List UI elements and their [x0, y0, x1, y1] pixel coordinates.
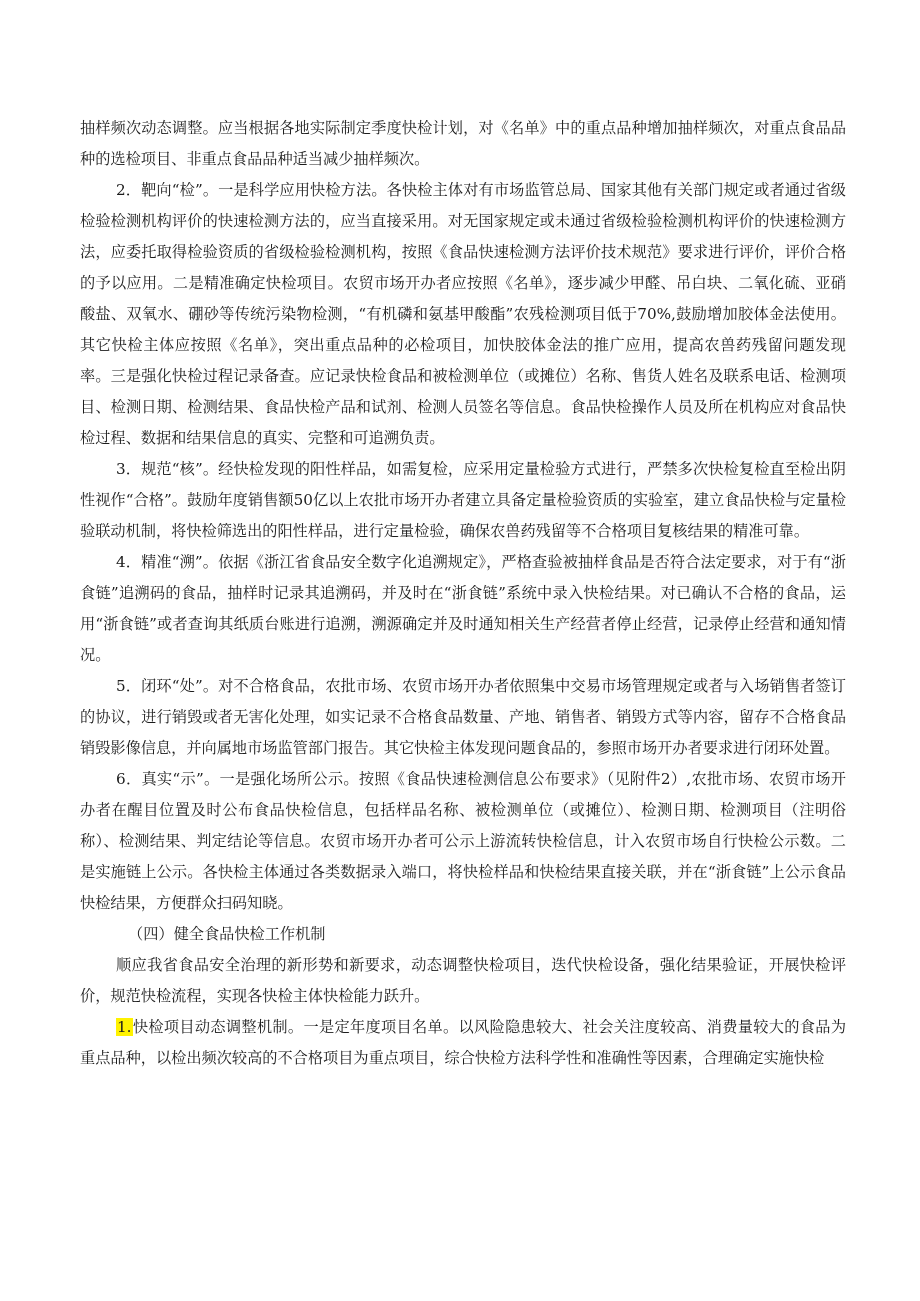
paragraph-dynamic-adjustment-text: 快检项目动态调整机制。一是定年度项目名单。以风险隐患较大、社会关注度较高、消费量较大的食品为重点品种，以检出频次较高的不合格项目为重点项目，综合快检方法科学性和准确性等因素，合理确定实施快检	[80, 1018, 846, 1067]
section-heading-mechanism: （四）健全食品快检工作机制	[128, 925, 326, 943]
paragraph-precise-traceability: 4．精准“溯”。依据《浙江省食品安全数字化追溯规定》，严格查验被抽样食品是否符合法定要求，对于有“浙食链”追溯码的食品，抽样时记录其追溯码，并及时在“浙食链”系统中录入快检结果。对已确认不合格的食品，运用“浙食链”或者查询其纸质台账进行追溯，溯源确定并及时通知相关生产经营者停止经营，记录停止经营和通知情况。	[80, 553, 846, 664]
document-body	[80, 113, 846, 1074]
paragraph-sampling-frequency: 抽样频次动态调整。应当根据各地实际制定季度快检计划，对《名单》中的重点品种增加抽样频次，对重点食品品种的选检项目、非重点食品品种适当减少抽样频次。	[80, 119, 846, 168]
paragraph-mechanism-intro: 顺应我省食品安全治理的新形势和新要求，动态调整快检项目，迭代快检设备，强化结果验证，开展快检评价，规范快检流程，实现各快检主体快检能力跃升。	[80, 956, 846, 1005]
paragraph-closed-loop-handling: 5．闭环“处”。对不合格食品，农批市场、农贸市场开办者依照集中交易市场管理规定或者与入场销售者签订的协议，进行销毁或者无害化处理，如实记录不合格食品数量、产地、销售者、销毁方式等内容，留存不合格食品销毁影像信息，并向属地市场监管部门报告。其它快检主体发现问题食品的，参照市场开办者要求进行闭环处置。	[80, 677, 846, 757]
paragraph-truthful-disclosure: 6．真实“示”。一是强化场所公示。按照《食品快速检测信息公布要求》（见附件2）,农批市场、农贸市场开办者在醒目位置及时公布食品快检信息，包括样品名称、被检测单位（或摊位）、检测日期、检测项目（注明俗称）、检测结果、判定结论等信息。农贸市场开办者可公示上游流转快检信息，计入农贸市场自行快检公示数。二是实施链上公示。各快检主体通过各类数据录入端口，将快检样品和快检结果直接关联，并在“浙食链”上公示食品快检结果，方便群众扫码知晓。	[80, 770, 846, 912]
paragraph-targeted-testing: 2．靶向“检”。一是科学应用快检方法。各快检主体对有市场监管总局、国家其他有关部门规定或者通过省级检验检测机构评价的快速检测方法的，应当直接采用。对无国家规定或未通过省级检验检测机构评价的快速检测方法，应委托取得检验资质的省级检验检测机构，按照《食品快速检测方法评价技术规范》要求进行评价，评价合格的予以应用。二是精准确定快检项目。农贸市场开办者应按照《名单》，逐步减少甲醛、吊白块、二氧化硫、亚硝酸盐、双氧水、硼砂等传统污染物检测，“有机磷和氨基甲酸酯”农残检测项目低于70%,鼓励增加胶体金法使用。其它快检主体应按照《名单》，突出重点品种的必检项目，加快胶体金法的推广应用，提高农兽药残留问题发现率。三是强化快检过程记录备查。应记录快检食品和被检测单位（或摊位）名称、售货人姓名及联系电话、检测项目、检测日期、检测结果、食品快检产品和试剂、检测人员签名等信息。食品快检操作人员及所在机构应对食品快检过程、数据和结果信息的真实、完整和可追溯负责。	[80, 181, 846, 447]
paragraph-dynamic-adjustment	[80, 1012, 846, 1074]
paragraph-standardized-verification: 3．规范“核”。经快检发现的阳性样品，如需复检，应采用定量检验方式进行，严禁多次快检复检直至检出阴性视作“合格”。鼓励年度销售额50亿以上农批市场开办者建立具备定量检验资质的实验室，建立食品快检与定量检验联动机制，将快检筛选出的阳性样品，进行定量检验，确保农兽药残留等不合格项目复核结果的精准可靠。	[80, 460, 846, 540]
highlighted-list-marker: 1.	[117, 1018, 132, 1036]
